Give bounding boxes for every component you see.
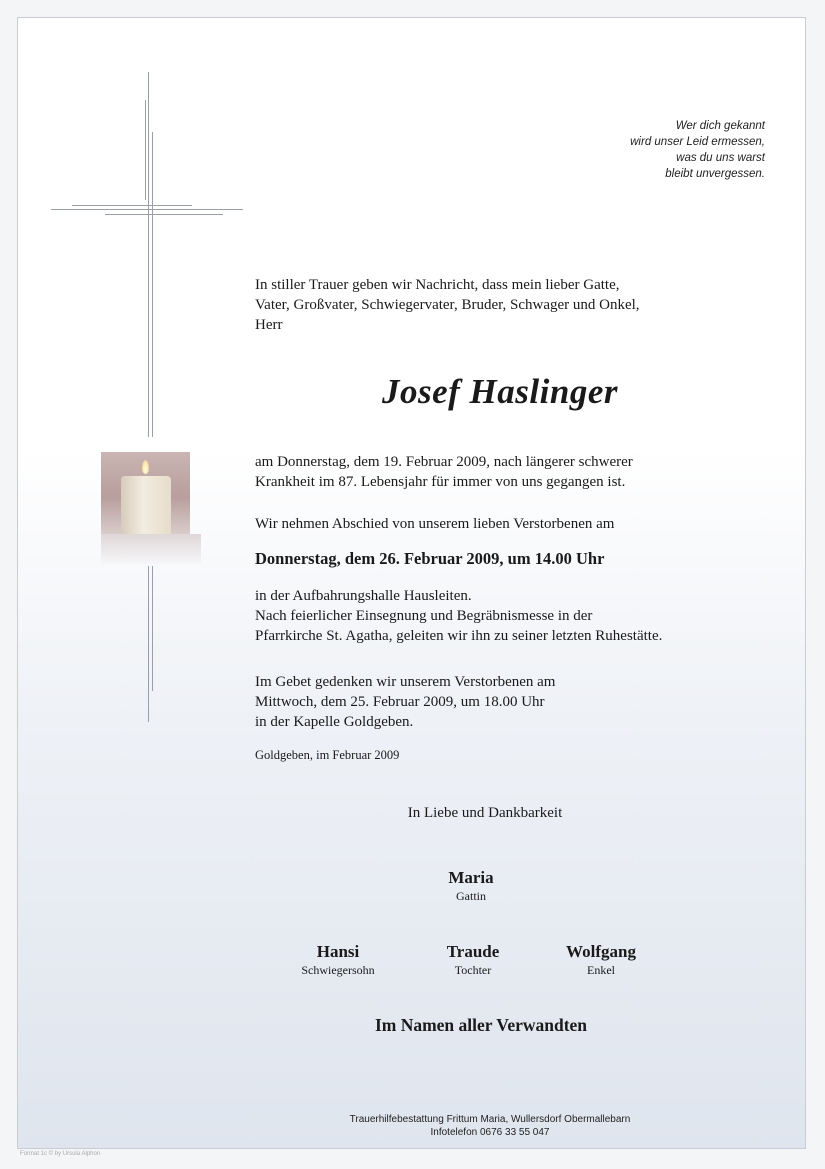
mourner-role: Gattin bbox=[456, 889, 486, 903]
flame-icon bbox=[142, 460, 149, 474]
quote-line: was du uns warst bbox=[676, 152, 765, 164]
prayer-line: Im Gebet gedenken wir unserem Verstorbenen am bbox=[255, 674, 556, 690]
intro-line: Vater, Großvater, Schwiegervater, Bruder, Schwager und Onkel, bbox=[255, 297, 640, 313]
funeral-detail-line: Nach feierlicher Einsegnung und Begräbnismesse in der bbox=[255, 608, 593, 624]
funeral-detail-line: Pfarrkirche St. Agatha, geleiten wir ihn zu seiner letzten Ruhestätte. bbox=[255, 628, 663, 644]
quote-line: wird unser Leid ermessen, bbox=[630, 136, 765, 148]
relatives-line: Im Namen aller Verwandten bbox=[374, 1015, 588, 1035]
deceased-name: Josef Haslinger bbox=[382, 372, 618, 411]
mourner-primary bbox=[411, 868, 531, 904]
place-date: Goldgeben, im Februar 2009 bbox=[255, 748, 400, 762]
intro-text bbox=[255, 275, 640, 335]
funeral-details bbox=[255, 586, 662, 646]
memorial-quote bbox=[505, 118, 765, 182]
mourner-role: Enkel bbox=[587, 963, 615, 977]
funeral-home-footer bbox=[300, 1113, 680, 1139]
candle-reflection bbox=[101, 534, 201, 566]
footer-line: Trauerhilfebestattung Frittum Maria, Wullersdorf Obermallebarn bbox=[349, 1114, 631, 1125]
death-notice-line: am Donnerstag, dem 19. Februar 2009, nach längerer schwerer bbox=[255, 454, 633, 470]
footer-line: Infotelefon 0676 33 55 047 bbox=[430, 1127, 550, 1138]
funeral-date: Donnerstag, dem 26. Februar 2009, um 14.00 Uhr bbox=[255, 549, 605, 568]
death-notice bbox=[255, 452, 633, 492]
mourner bbox=[541, 942, 661, 978]
quote-line: Wer dich gekannt bbox=[675, 120, 765, 132]
mourner-name: Traude bbox=[446, 942, 500, 961]
candle-icon bbox=[121, 476, 171, 534]
format-mark: Format 1c © by Ursula Alphon bbox=[20, 1151, 101, 1157]
intro-line: In stiller Trauer geben wir Nachricht, dass mein lieber Gatte, bbox=[255, 277, 620, 293]
mourner-name: Maria bbox=[448, 868, 494, 887]
mourner-name: Wolfgang bbox=[566, 942, 636, 961]
mourner-role: Tochter bbox=[454, 963, 492, 977]
prayer-line: in der Kapelle Goldgeben. bbox=[255, 714, 414, 730]
death-notice-line: Krankheit im 87. Lebensjahr für immer von uns gegangen ist. bbox=[255, 474, 626, 490]
prayer-line: Mittwoch, dem 25. Februar 2009, um 18.00 Uhr bbox=[255, 694, 545, 710]
prayer-notice bbox=[255, 672, 555, 732]
mourner-name: Hansi bbox=[316, 942, 360, 961]
mourner bbox=[278, 942, 398, 978]
mourner-role: Schwiegersohn bbox=[301, 963, 375, 977]
closing-line: In Liebe und Dankbarkeit bbox=[407, 805, 563, 821]
farewell-intro: Wir nehmen Abschied von unserem lieben Verstorbenen am bbox=[255, 516, 615, 532]
candle-image bbox=[101, 452, 190, 534]
intro-line: Herr bbox=[255, 317, 283, 333]
obituary-sheet bbox=[18, 18, 805, 1148]
funeral-detail-line: in der Aufbahrungshalle Hausleiten. bbox=[255, 588, 472, 604]
mourner bbox=[413, 942, 533, 978]
quote-line: bleibt unvergessen. bbox=[665, 168, 765, 180]
